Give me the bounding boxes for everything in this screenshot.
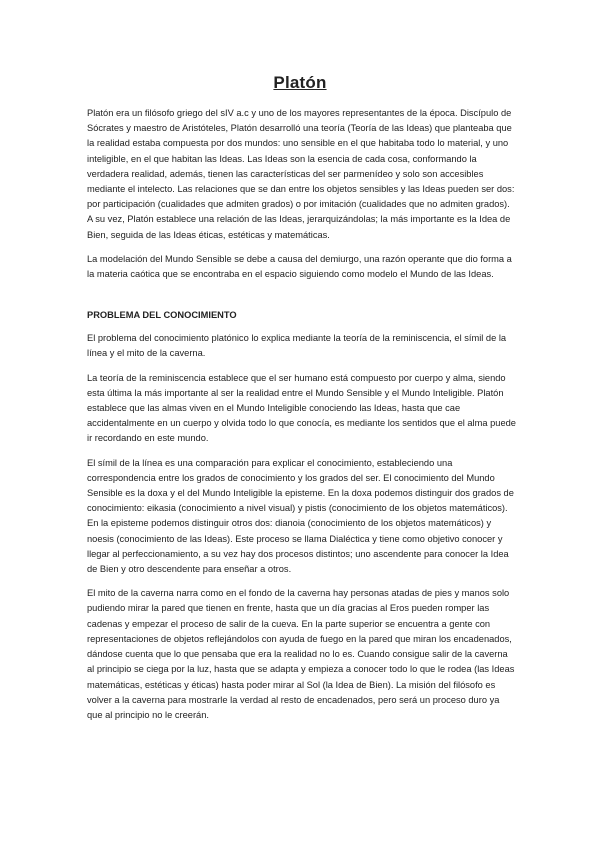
intro-paragraph-2: La modelación del Mundo Sensible se debe a causa del demiurgo, una razón operante que dio forma a la materia caótica que se encontraba en el espacio siguiendo como modelo el Mundo de las Ideas.	[87, 253, 512, 280]
section-paragraph-3: El símil de la línea es una comparación para explicar el conocimiento, estableciendo una correspondencia entre los grados de conocimiento y los grados del ser. El conocimiento del Mundo Sensible es la doxa y el del Mundo Inteligible la episteme. En la doxa podemos distinguir dos grados de conocimiento: eikasia (conocimiento a nivel visual) y pistis (conocimiento de los objetos matemáticos). En la episteme podemos distinguir otros dos: dianoia (conocimiento de los objetos matemáticos) y noesis (conocimiento de las Ideas). Este proceso se llama Dialéctica y tiene como objetivo conocer y llegar al perfeccionamiento, a su vez hay dos procesos distintos; uno ascendente para conocer la Idea de Bien y otro descendente para enseñar a otros.	[87, 457, 514, 575]
page-title: Platón	[273, 73, 327, 92]
section-paragraph-1: El problema del conocimiento platónico lo explica mediante la teoría de la reminiscencia, el símil de la línea y el mito de la caverna.	[87, 333, 507, 359]
section-paragraph-4: El mito de la caverna narra como en el fondo de la caverna hay personas atadas de pies y manos solo pudiendo mirar la pared que tienen en frente, hasta que un día gracias al Eros pueden romper las cadenas y empezar el proceso de salir de la cueva. En la parte superior se encuentra a gente con representaciones de objetos reflejándolos con ayuda de fuego en la pared que miran los encadenados, dándose cuenta que lo que pensaba que era la realidad no lo es. Cuando consigue salir de la caverna al principio se ciega por la luz, hasta que se adapta y empieza a conocer todo lo que le rodea (las Ideas matemáticas, estéticas y éticas) hasta poder mirar al Sol (la Idea de Bien). La misión del filósofo es volver a la caverna para mostrarle la verdad al resto de encadenados, pero será un proceso duro ya que al principio no le creerán.	[87, 588, 515, 720]
section-paragraph-2: La teoría de la reminiscencia establece que el ser humano está compuesto por cuerpo y alma, siendo esta última la más importante al ser la realidad entre el Mundo Sensible y el Mundo Inteligible. Platón establece que las almas viven en el Mundo Inteligible conociendo las Ideas, hasta que cae accidentalmente en un cuerpo y olvida todo lo que conocía, es mediante los sentidos que el alma puede ir recordando en este mundo.	[87, 372, 516, 444]
intro-paragraph-1: Platón era un filósofo griego del sIV a.c y uno de los mayores representantes de la época. Discípulo de Sócrates y maestro de Aristóteles, Platón desarrolló una teoría (Teoría de las Ideas) que planteaba que la realidad estaba compuesta por dos mundos: uno sensible en el que habitaba todo lo material, y uno inteligible, en el que habitan las Ideas. Las Ideas son la esencia de cada cosa, conformando la verdadera realidad, además, tienen las características del ser parmenídeo y solo son accesibles mediante el intelecto. Las relaciones que se dan entre los objetos sensibles y las Ideas pueden ser dos: por participación (cualidades que admiten grados) o por imitación (cualidades que no admiten grados). A su vez, Platón establece una relación de las Ideas, jerarquizándolas; la más importante es la Idea de Bien, seguida de las Ideas éticas, estéticas y matemáticas.	[87, 108, 515, 240]
section-heading: PROBLEMA DEL CONOCIMIENTO	[87, 310, 237, 321]
document-body	[87, 106, 517, 732]
